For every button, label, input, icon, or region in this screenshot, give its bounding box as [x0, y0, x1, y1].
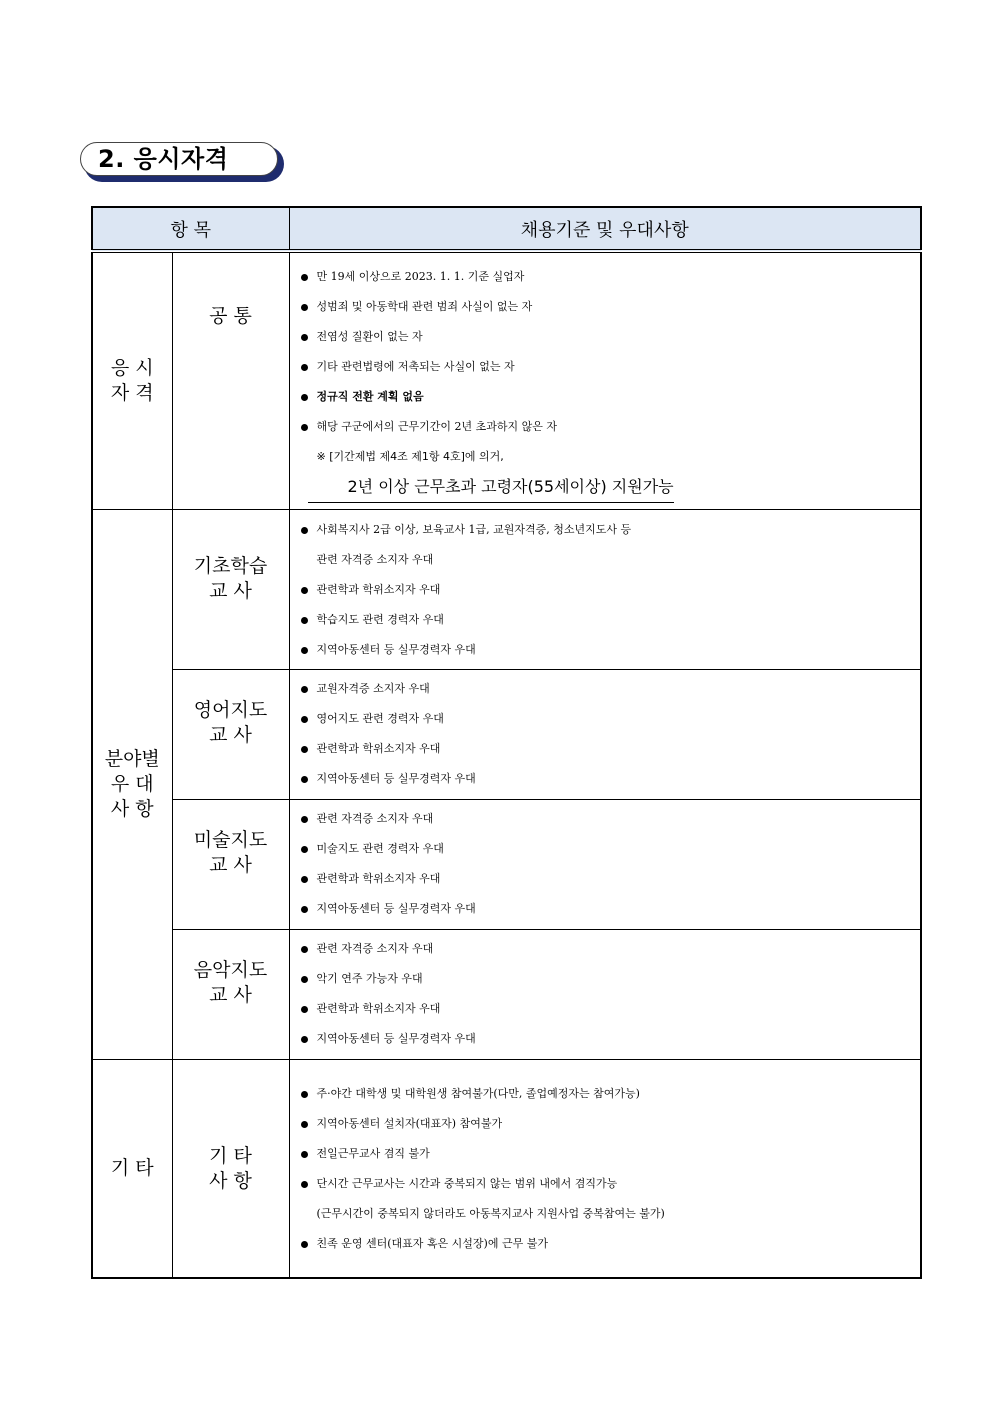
subcategory-line: 교 사 — [209, 579, 252, 602]
criteria-other — [289, 1060, 921, 1279]
list-item: (근무시간이 중복되지 않더라도 아동복지교사 지원사업 중복참여는 불가) — [316, 1207, 665, 1220]
bullet-icon — [301, 304, 308, 311]
bullet-icon — [301, 1241, 308, 1248]
criteria-common — [289, 251, 921, 510]
subcategory-line: 교 사 — [209, 723, 252, 746]
bullet-icon — [301, 1181, 308, 1188]
bullet-icon — [301, 746, 308, 753]
subcategory-line: 기 타 — [209, 1144, 252, 1167]
section-title: 2. 응시자격 — [98, 145, 229, 173]
header-criteria: 채용기준 및 우대사항 — [289, 207, 921, 251]
list-item: 단시간 근무교사는 시간과 중복되지 않는 범위 내에서 겸직가능 — [300, 1169, 913, 1199]
subcategory-music — [172, 930, 289, 1060]
bullet-icon — [301, 1091, 308, 1098]
bullet-icon — [301, 776, 308, 783]
bullet-icon — [301, 846, 308, 853]
table-row — [92, 800, 921, 930]
bullet-icon — [301, 816, 308, 823]
subcategory-other — [172, 1060, 289, 1279]
criteria-music — [289, 930, 921, 1060]
criteria-art — [289, 800, 921, 930]
table-row — [92, 251, 921, 510]
category-line: 자 격 — [110, 382, 154, 404]
subcategory-line: 교 사 — [209, 983, 252, 1006]
subcategory-art — [172, 800, 289, 930]
bullet-icon — [301, 424, 308, 431]
table-header-row — [92, 207, 921, 251]
subcategory-line: 사 항 — [209, 1169, 252, 1192]
list-item: 관련학과 학위소지자 우대 — [300, 734, 913, 764]
subcategory-line: 기초학습 — [193, 554, 268, 577]
list-item: 기타 관련법령에 저촉되는 사실이 없는 자 — [300, 352, 913, 382]
bullet-icon — [301, 617, 308, 624]
criteria-english — [289, 670, 921, 800]
subcategory-line: 음악지도 — [193, 958, 268, 981]
bullet-icon — [301, 647, 308, 654]
subcategory-english — [172, 670, 289, 800]
bullet-icon — [301, 1036, 308, 1043]
list-item: 성범죄 및 아동학대 관련 범죄 사실이 없는 자 — [300, 292, 913, 322]
category-other — [92, 1060, 172, 1279]
law-note: ※ [기간제법 제4조 제1항 4호]에 의거, — [316, 450, 504, 463]
bullet-icon — [301, 587, 308, 594]
table-row — [92, 670, 921, 800]
section-heading — [80, 142, 284, 182]
bullet-icon — [301, 716, 308, 723]
list-item: 교원자격증 소지자 우대 — [300, 674, 913, 704]
list-item: 악기 연주 가능자 우대 — [300, 964, 913, 994]
list-item: 미술지도 관련 경력자 우대 — [300, 834, 913, 864]
list-item: 만 19세 이상으로 2023. 1. 1. 기준 실업자 — [300, 262, 913, 292]
list-item: 친족 운영 센터(대표자 혹은 시설장)에 근무 불가 — [300, 1229, 913, 1259]
bullet-icon — [301, 1006, 308, 1013]
table-row — [92, 930, 921, 1060]
bullet-icon — [301, 364, 308, 371]
subcategory-line: 영어지도 — [193, 698, 268, 721]
bullet-icon — [301, 946, 308, 953]
list-item: 학습지도 관련 경력자 우대 — [300, 605, 913, 635]
bullet-icon — [301, 527, 308, 534]
category-line: 우 대 — [110, 773, 154, 795]
list-item: 주·야간 대학생 및 대학원생 참여불가(다만, 졸업예정자는 참여가능) — [300, 1079, 913, 1109]
list-item: 관련학과 학위소지자 우대 — [300, 575, 913, 605]
subcategory-basic-learning — [172, 510, 289, 670]
subcategory-common — [172, 251, 289, 510]
bullet-icon — [301, 1151, 308, 1158]
subcategory-line: 공 통 — [209, 304, 252, 327]
table-row — [92, 510, 921, 670]
category-preference — [92, 510, 172, 1060]
list-item: 관련 자격증 소지자 우대 — [316, 553, 434, 566]
bullet-icon — [301, 334, 308, 341]
bullet-icon — [301, 976, 308, 983]
list-item: 전염성 질환이 없는 자 — [300, 322, 913, 352]
list-item: 관련 자격증 소지자 우대 — [300, 804, 913, 834]
bullet-icon — [301, 1121, 308, 1128]
category-line: 기 타 — [110, 1157, 154, 1179]
bullet-icon — [301, 686, 308, 693]
category-line: 사 항 — [110, 798, 154, 820]
list-item: 관련학과 학위소지자 우대 — [300, 994, 913, 1024]
header-item: 항 목 — [92, 207, 289, 251]
list-item: 지역아동센터 설치자(대표자) 참여불가 — [300, 1109, 913, 1139]
bullet-icon — [301, 394, 308, 401]
list-item: 지역아동센터 등 실무경력자 우대 — [300, 635, 913, 665]
list-item: 해당 구군에서의 근무기간이 2년 초과하지 않은 자 — [300, 412, 913, 442]
list-item: 지역아동센터 등 실무경력자 우대 — [300, 894, 913, 924]
bullet-icon — [301, 906, 308, 913]
category-line: 응 시 — [110, 357, 154, 379]
subcategory-line: 교 사 — [209, 853, 252, 876]
subcategory-line: 미술지도 — [193, 828, 268, 851]
list-item: 영어지도 관련 경력자 우대 — [300, 704, 913, 734]
category-line: 분야별 — [104, 748, 160, 770]
list-item: 관련학과 학위소지자 우대 — [300, 864, 913, 894]
list-item: 지역아동센터 등 실무경력자 우대 — [300, 764, 913, 794]
list-item: 정규직 전환 계획 없음 — [300, 382, 913, 412]
table-row — [92, 1060, 921, 1279]
bullet-icon — [301, 876, 308, 883]
bullet-icon — [301, 274, 308, 281]
criteria-basic-learning — [289, 510, 921, 670]
list-item: 전일근무교사 겸직 불가 — [300, 1139, 913, 1169]
list-item: 지역아동센터 등 실무경력자 우대 — [300, 1024, 913, 1054]
list-item: 사회복지사 2급 이상, 보육교사 1급, 교원자격증, 청소년지도사 등 — [300, 515, 913, 545]
law-note-detail: 2년 이상 근무초과 고령자(55세이상) 지원가능 — [308, 472, 674, 503]
category-qualification — [92, 251, 172, 510]
qualification-table — [91, 206, 922, 1279]
list-item: 관련 자격증 소지자 우대 — [300, 934, 913, 964]
